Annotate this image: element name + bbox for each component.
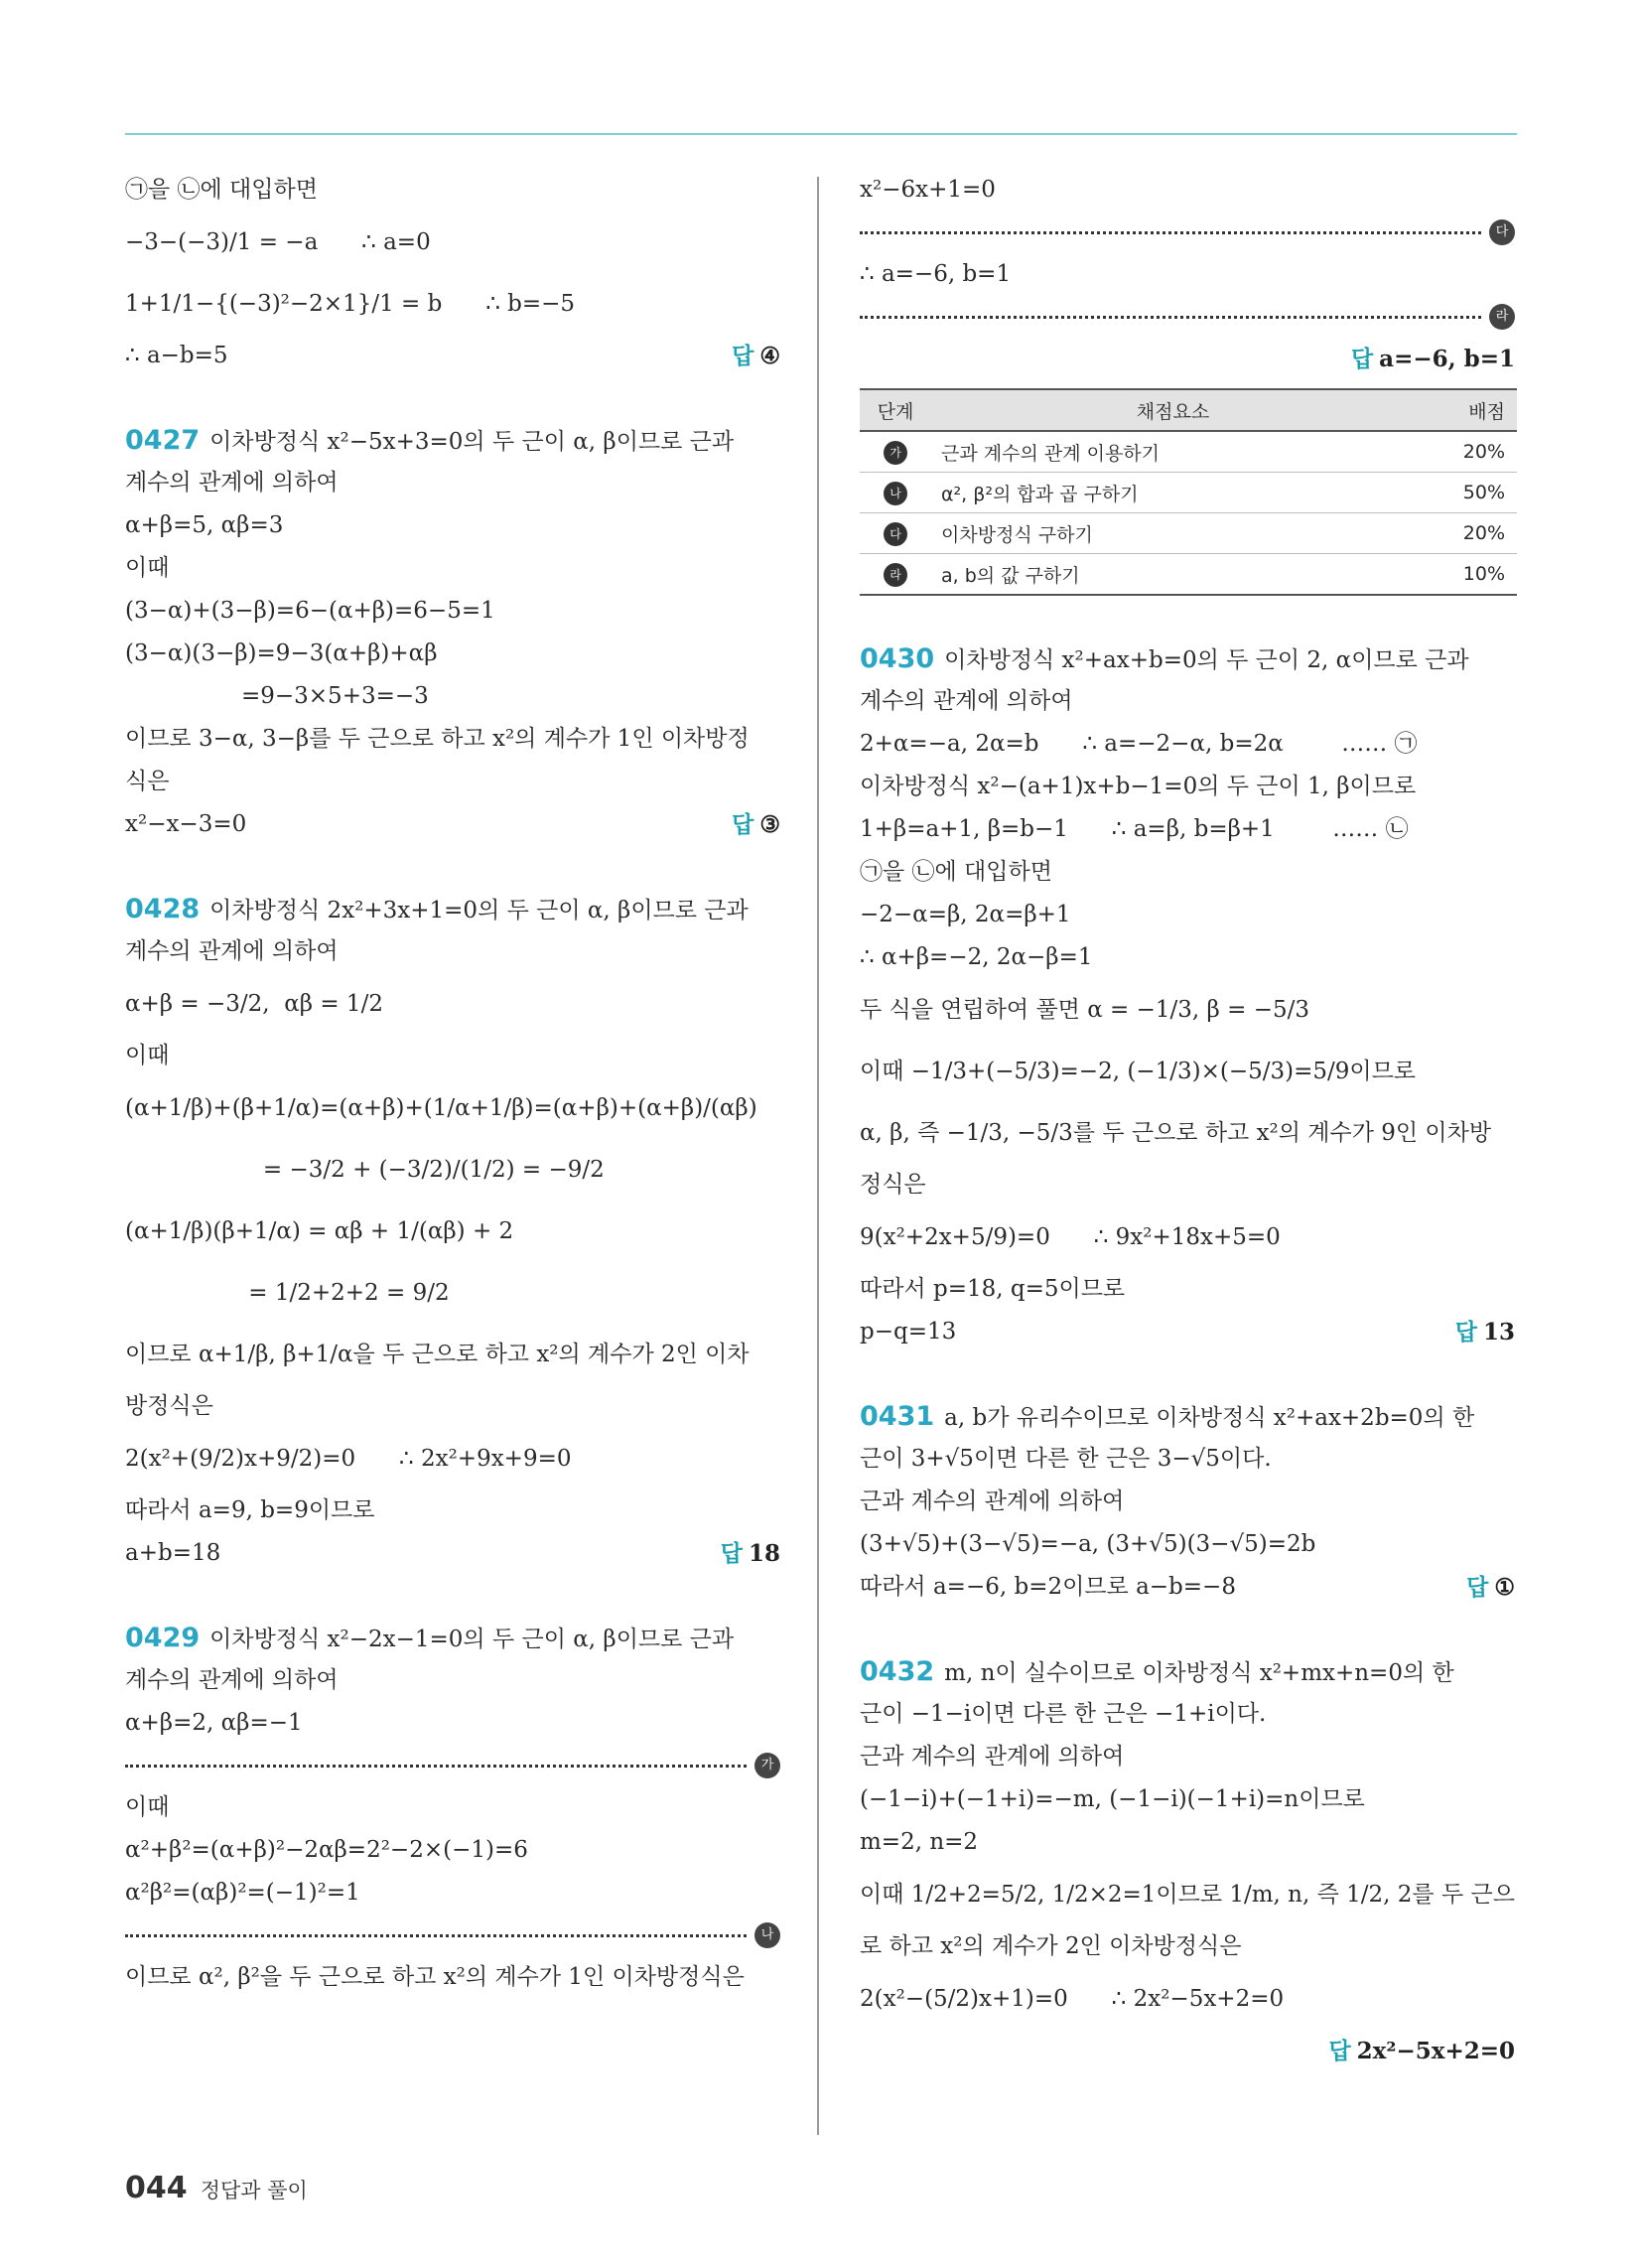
line-text: m=2, n=2 <box>860 1829 979 1855</box>
step-marker: 다 <box>1489 219 1515 245</box>
solution-line <box>125 1786 780 1829</box>
line-text: 이므로 α², β²을 두 근으로 하고 x²의 계수가 1인 이차방정식은 <box>125 1964 745 1990</box>
solution-line <box>860 1864 1515 1925</box>
problem-header <box>125 1617 780 1659</box>
scoring-row <box>860 473 1517 513</box>
solution-line <box>860 1523 1515 1566</box>
scoring-row <box>860 554 1517 596</box>
step-separator <box>860 217 1515 247</box>
solution-line <box>860 680 1515 723</box>
solution-line <box>860 894 1515 936</box>
solution-line <box>125 1829 780 1872</box>
answer-label: 답 <box>1350 347 1374 372</box>
page-footer <box>125 2171 308 2205</box>
line-text: α+β = −3/2, αβ = 1/2 <box>125 991 383 1017</box>
line-text: 이차방정식 x²−(a+1)x+b−1=0의 두 근이 1, β이므로 <box>860 774 1417 799</box>
line-text: 근과 계수의 관계에 의하여 <box>860 1744 1125 1770</box>
solution-line <box>860 1968 1515 2030</box>
criterion-cell: 근과 계수의 관계 이용하기 <box>931 431 1415 473</box>
line-text: 이때 −1/3+(−5/3)=−2, (−1/3)×(−5/3)=5/9이므로 <box>860 1059 1417 1084</box>
problem-number: 0427 <box>125 425 201 456</box>
answer-value: 2x²−5x+2=0 <box>1356 2038 1515 2064</box>
answer <box>1455 1311 1515 1354</box>
solution-line <box>860 1164 1515 1206</box>
solution-line <box>860 808 1515 851</box>
solution-line <box>125 718 780 761</box>
column-divider <box>817 177 819 2135</box>
criterion-cell: 이차방정식 구하기 <box>931 513 1415 554</box>
points-cell: 10% <box>1415 554 1517 596</box>
criterion-cell: α², β²의 합과 곱 구하기 <box>931 473 1415 513</box>
spacer <box>125 377 780 419</box>
dotted-line <box>860 231 1481 234</box>
solution-line <box>860 936 1515 979</box>
right-top-lines <box>860 169 1515 380</box>
solution-line <box>125 462 780 504</box>
spacer <box>125 1575 780 1617</box>
line-text: 정식은 <box>860 1172 926 1198</box>
line-text: =9−3×5+3=−3 <box>125 683 429 709</box>
line-text: α²β²=(αβ)²=(−1)²=1 <box>125 1880 360 1906</box>
solution-line <box>860 1041 1515 1102</box>
solution-line <box>860 1481 1515 1523</box>
solution-line <box>125 633 780 675</box>
answer-value: ③ <box>759 811 780 838</box>
dotted-line <box>125 1765 747 1768</box>
step-cell <box>860 431 931 473</box>
answer <box>1466 1566 1515 1610</box>
solution-line <box>860 1206 1515 1268</box>
line-text: −2−α=β, 2α=β+1 <box>860 902 1071 927</box>
line-text: 이때 1/2+2=5/2, 1/2×2=1이므로 1/m, n, 즉 1/2, 2를 두 근으 <box>860 1882 1515 1908</box>
solution-line <box>125 1428 780 1489</box>
line-text: ∴ a=−6, b=1 <box>860 261 1012 287</box>
line-text: ㉠을 ㉡에 대입하면 <box>125 177 318 203</box>
answer <box>732 803 780 847</box>
line-text: 근이 3+√5이면 다른 한 근은 3−√5이다. <box>860 1446 1272 1472</box>
answer-value: ④ <box>759 343 780 369</box>
problem-header <box>860 1395 1515 1438</box>
solution-line <box>860 1102 1515 1164</box>
header-step: 단계 <box>860 389 931 431</box>
scoring-row <box>860 431 1517 473</box>
answer-value: 13 <box>1482 1319 1515 1346</box>
line-text: 계수의 관계에 의하여 <box>125 938 339 964</box>
solution-line <box>125 547 780 590</box>
solution-line <box>860 1566 1515 1609</box>
line-text: 계수의 관계에 의하여 <box>860 688 1073 714</box>
top-rule <box>125 133 1517 135</box>
line-text: 이차방정식 x²+ax+b=0의 두 근이 2, α이므로 근과 <box>944 647 1469 673</box>
answer-label: 답 <box>732 812 754 838</box>
answer-label: 답 <box>732 344 754 369</box>
solution-line <box>125 1532 780 1575</box>
line-text: 계수의 관계에 의하여 <box>125 470 339 496</box>
step-cell <box>860 554 931 596</box>
problem-number: 0431 <box>860 1401 935 1432</box>
solution-line <box>860 1438 1515 1481</box>
solution-line <box>125 1872 780 1914</box>
solution-line <box>125 675 780 718</box>
solution-line <box>860 253 1515 296</box>
line-text: (3−α)+(3−β)=6−(α+β)=6−5=1 <box>125 598 495 624</box>
solution-line <box>860 1821 1515 1864</box>
line-text: 이차방정식 x²−2x−1=0의 두 근이 α, β이므로 근과 <box>209 1627 735 1652</box>
solution-line <box>860 851 1515 894</box>
solution-line <box>125 1324 780 1385</box>
step-marker: 가 <box>884 441 907 465</box>
footer-label: 정답과 풀이 <box>200 2179 308 2202</box>
right-bottom-lines <box>860 596 1515 2072</box>
points-cell: 50% <box>1415 473 1517 513</box>
solution-line <box>125 1201 780 1262</box>
step-separator <box>860 302 1515 332</box>
problem-header <box>860 638 1515 680</box>
spacer <box>860 596 1515 638</box>
problem-number: 0432 <box>860 1656 935 1687</box>
answer <box>1328 2030 1515 2073</box>
solution-line <box>125 1139 780 1201</box>
problem-number: 0429 <box>125 1623 201 1653</box>
line-text: 근이 −1−i이면 다른 한 근은 −1+i이다. <box>860 1701 1267 1727</box>
solution-line <box>860 1736 1515 1778</box>
line-text: 두 식을 연립하여 풀면 α = −1/3, β = −5/3 <box>860 997 1310 1023</box>
solution-line <box>860 979 1515 1041</box>
solution-line <box>125 212 780 273</box>
problem-header <box>860 1650 1515 1693</box>
answer <box>1351 338 1515 381</box>
line-text: m, n이 실수이므로 이차방정식 x²+mx+n=0의 한 <box>944 1660 1454 1686</box>
answer <box>721 1532 780 1576</box>
line-text: α, β, 즉 −1/3, −5/3를 두 근으로 하고 x²의 계수가 9인 이차방 <box>860 1120 1492 1146</box>
line-text: α+β=5, αβ=3 <box>125 512 284 538</box>
solution-line <box>860 169 1515 212</box>
line-text: (3−α)(3−β)=9−3(α+β)+αβ <box>125 640 438 666</box>
spacer <box>125 846 780 888</box>
line-text: 9(x²+2x+5/9)=0 ∴ 9x²+18x+5=0 <box>860 1224 1281 1250</box>
points-cell: 20% <box>1415 513 1517 554</box>
points-cell: 20% <box>1415 431 1517 473</box>
line-text: 1+β=a+1, β=b−1 ∴ a=β, b=β+1 …… ㉡ <box>860 816 1409 842</box>
line-text: 식은 <box>125 769 170 794</box>
solution-line <box>860 1268 1515 1311</box>
right-column <box>860 169 1515 2072</box>
solution-line <box>125 273 780 335</box>
line-text: a+b=18 <box>125 1540 221 1566</box>
solution-line <box>125 1956 780 1999</box>
step-marker: 라 <box>884 563 907 587</box>
line-text: 이므로 3−α, 3−β를 두 근으로 하고 x²의 계수가 1인 이차방정 <box>125 726 750 752</box>
criterion-cell: a, b의 값 구하기 <box>931 554 1415 596</box>
solution-line <box>125 973 780 1035</box>
step-marker: 가 <box>754 1753 780 1778</box>
spacer <box>860 1353 1515 1395</box>
line-text: (−1−i)+(−1+i)=−m, (−1−i)(−1+i)=n이므로 <box>860 1786 1365 1812</box>
solution-line <box>125 1659 780 1702</box>
line-text: 따라서 a=9, b=9이므로 <box>125 1497 375 1523</box>
solution-line <box>125 1035 780 1077</box>
line-text: 로 하고 x²의 계수가 2인 이차방정식은 <box>860 1933 1242 1959</box>
dotted-line <box>125 1934 747 1937</box>
dotted-line <box>860 316 1481 319</box>
line-text: 2+α=−a, 2α=b ∴ a=−2−α, b=2α …… ㉠ <box>860 731 1418 757</box>
line-text: ∴ a−b=5 <box>125 343 228 368</box>
solution-line <box>125 1385 780 1428</box>
solution-line <box>125 169 780 212</box>
answer-value: ① <box>1494 1574 1515 1601</box>
line-text: ㉠을 ㉡에 대입하면 <box>860 859 1052 885</box>
line-text: 근과 계수의 관계에 의하여 <box>860 1488 1125 1514</box>
scoring-table <box>860 388 1517 596</box>
solution-line <box>125 761 780 803</box>
solution-line <box>125 335 780 377</box>
answer-label: 답 <box>1466 1575 1489 1601</box>
problem-number: 0430 <box>860 643 935 674</box>
solution-line <box>125 1702 780 1745</box>
solution-line <box>860 1778 1515 1821</box>
line-text: 2(x²+(9/2)x+9/2)=0 ∴ 2x²+9x+9=0 <box>125 1446 572 1472</box>
solution-line <box>125 504 780 547</box>
step-marker: 다 <box>884 522 907 546</box>
problem-header <box>125 888 780 930</box>
line-text: p−q=13 <box>860 1319 957 1345</box>
left-column <box>125 169 780 1999</box>
line-text: 이차방정식 x²−5x+3=0의 두 근이 α, β이므로 근과 <box>209 429 735 455</box>
line-text: 방정식은 <box>125 1393 213 1419</box>
line-text: 계수의 관계에 의하여 <box>125 1667 339 1693</box>
solution-line <box>860 338 1515 380</box>
step-marker: 나 <box>754 1922 780 1948</box>
line-text: 1+1/1−{(−3)²−2×1}/1 = b ∴ b=−5 <box>125 291 576 317</box>
line-text: 따라서 a=−6, b=2이므로 a−b=−8 <box>860 1574 1236 1600</box>
step-separator <box>125 1751 780 1780</box>
line-text: 이때 <box>125 555 170 581</box>
answer-label: 답 <box>1454 1320 1477 1346</box>
line-text: α²+β²=(α+β)²−2αβ=2²−2×(−1)=6 <box>125 1837 528 1863</box>
line-text: 따라서 p=18, q=5이므로 <box>860 1276 1126 1302</box>
page-number: 044 <box>125 2171 188 2205</box>
line-text: ∴ α+β=−2, 2α−β=1 <box>860 944 1093 970</box>
line-text: = 1/2+2+2 = 9/2 <box>125 1280 450 1306</box>
problem-number: 0428 <box>125 894 201 924</box>
line-text: (α+1/β)+(β+1/α)=(α+β)+(1/α+1/β)=(α+β)+(α+β)/(αβ) <box>125 1095 757 1121</box>
scoring-table-header <box>860 389 1517 431</box>
step-separator <box>125 1920 780 1950</box>
line-text: α+β=2, αβ=−1 <box>125 1710 303 1736</box>
step-cell <box>860 513 931 554</box>
solution-line <box>860 1311 1515 1353</box>
solution-line <box>125 1262 780 1324</box>
line-text: (3+√5)+(3−√5)=−a, (3+√5)(3−√5)=2b <box>860 1531 1316 1557</box>
answer-value: 18 <box>748 1540 780 1567</box>
solution-line <box>125 1077 780 1139</box>
solution-line <box>125 930 780 973</box>
line-text: x²−x−3=0 <box>125 811 247 837</box>
answer-label: 답 <box>720 1541 743 1567</box>
line-text: x²−6x+1=0 <box>860 177 996 203</box>
header-item: 채점요소 <box>931 389 1415 431</box>
line-text: 이때 <box>125 1794 170 1820</box>
solution-line <box>125 1489 780 1532</box>
spacer <box>860 1609 1515 1650</box>
step-cell <box>860 473 931 513</box>
line-text: 이차방정식 2x²+3x+1=0의 두 근이 α, β이므로 근과 <box>209 898 749 923</box>
step-marker: 라 <box>1489 304 1515 330</box>
solution-line <box>860 1925 1515 1968</box>
line-text: 2(x²−(5/2)x+1)=0 ∴ 2x²−5x+2=0 <box>860 1986 1285 2012</box>
answer-label: 답 <box>1328 2039 1351 2064</box>
problem-header <box>125 419 780 462</box>
solution-line <box>125 590 780 633</box>
header-points: 배점 <box>1415 389 1517 431</box>
line-text: −3−(−3)/1 = −a ∴ a=0 <box>125 229 431 255</box>
solution-line <box>860 1693 1515 1736</box>
solution-line <box>860 2030 1515 2072</box>
scoring-row <box>860 513 1517 554</box>
solution-line <box>125 803 780 846</box>
answer-value: a=−6, b=1 <box>1379 346 1515 372</box>
line-text: a, b가 유리수이므로 이차방정식 x²+ax+2b=0의 한 <box>944 1405 1475 1431</box>
line-text: 이때 <box>125 1043 170 1068</box>
solution-line <box>860 723 1515 766</box>
line-text: 이므로 α+1/β, β+1/α을 두 근으로 하고 x²의 계수가 2인 이차 <box>125 1342 750 1367</box>
line-text: (α+1/β)(β+1/α) = αβ + 1/(αβ) + 2 <box>125 1218 514 1244</box>
line-text: = −3/2 + (−3/2)/(1/2) = −9/2 <box>125 1157 605 1183</box>
answer <box>732 335 780 378</box>
step-marker: 나 <box>884 482 907 505</box>
solution-line <box>860 766 1515 808</box>
